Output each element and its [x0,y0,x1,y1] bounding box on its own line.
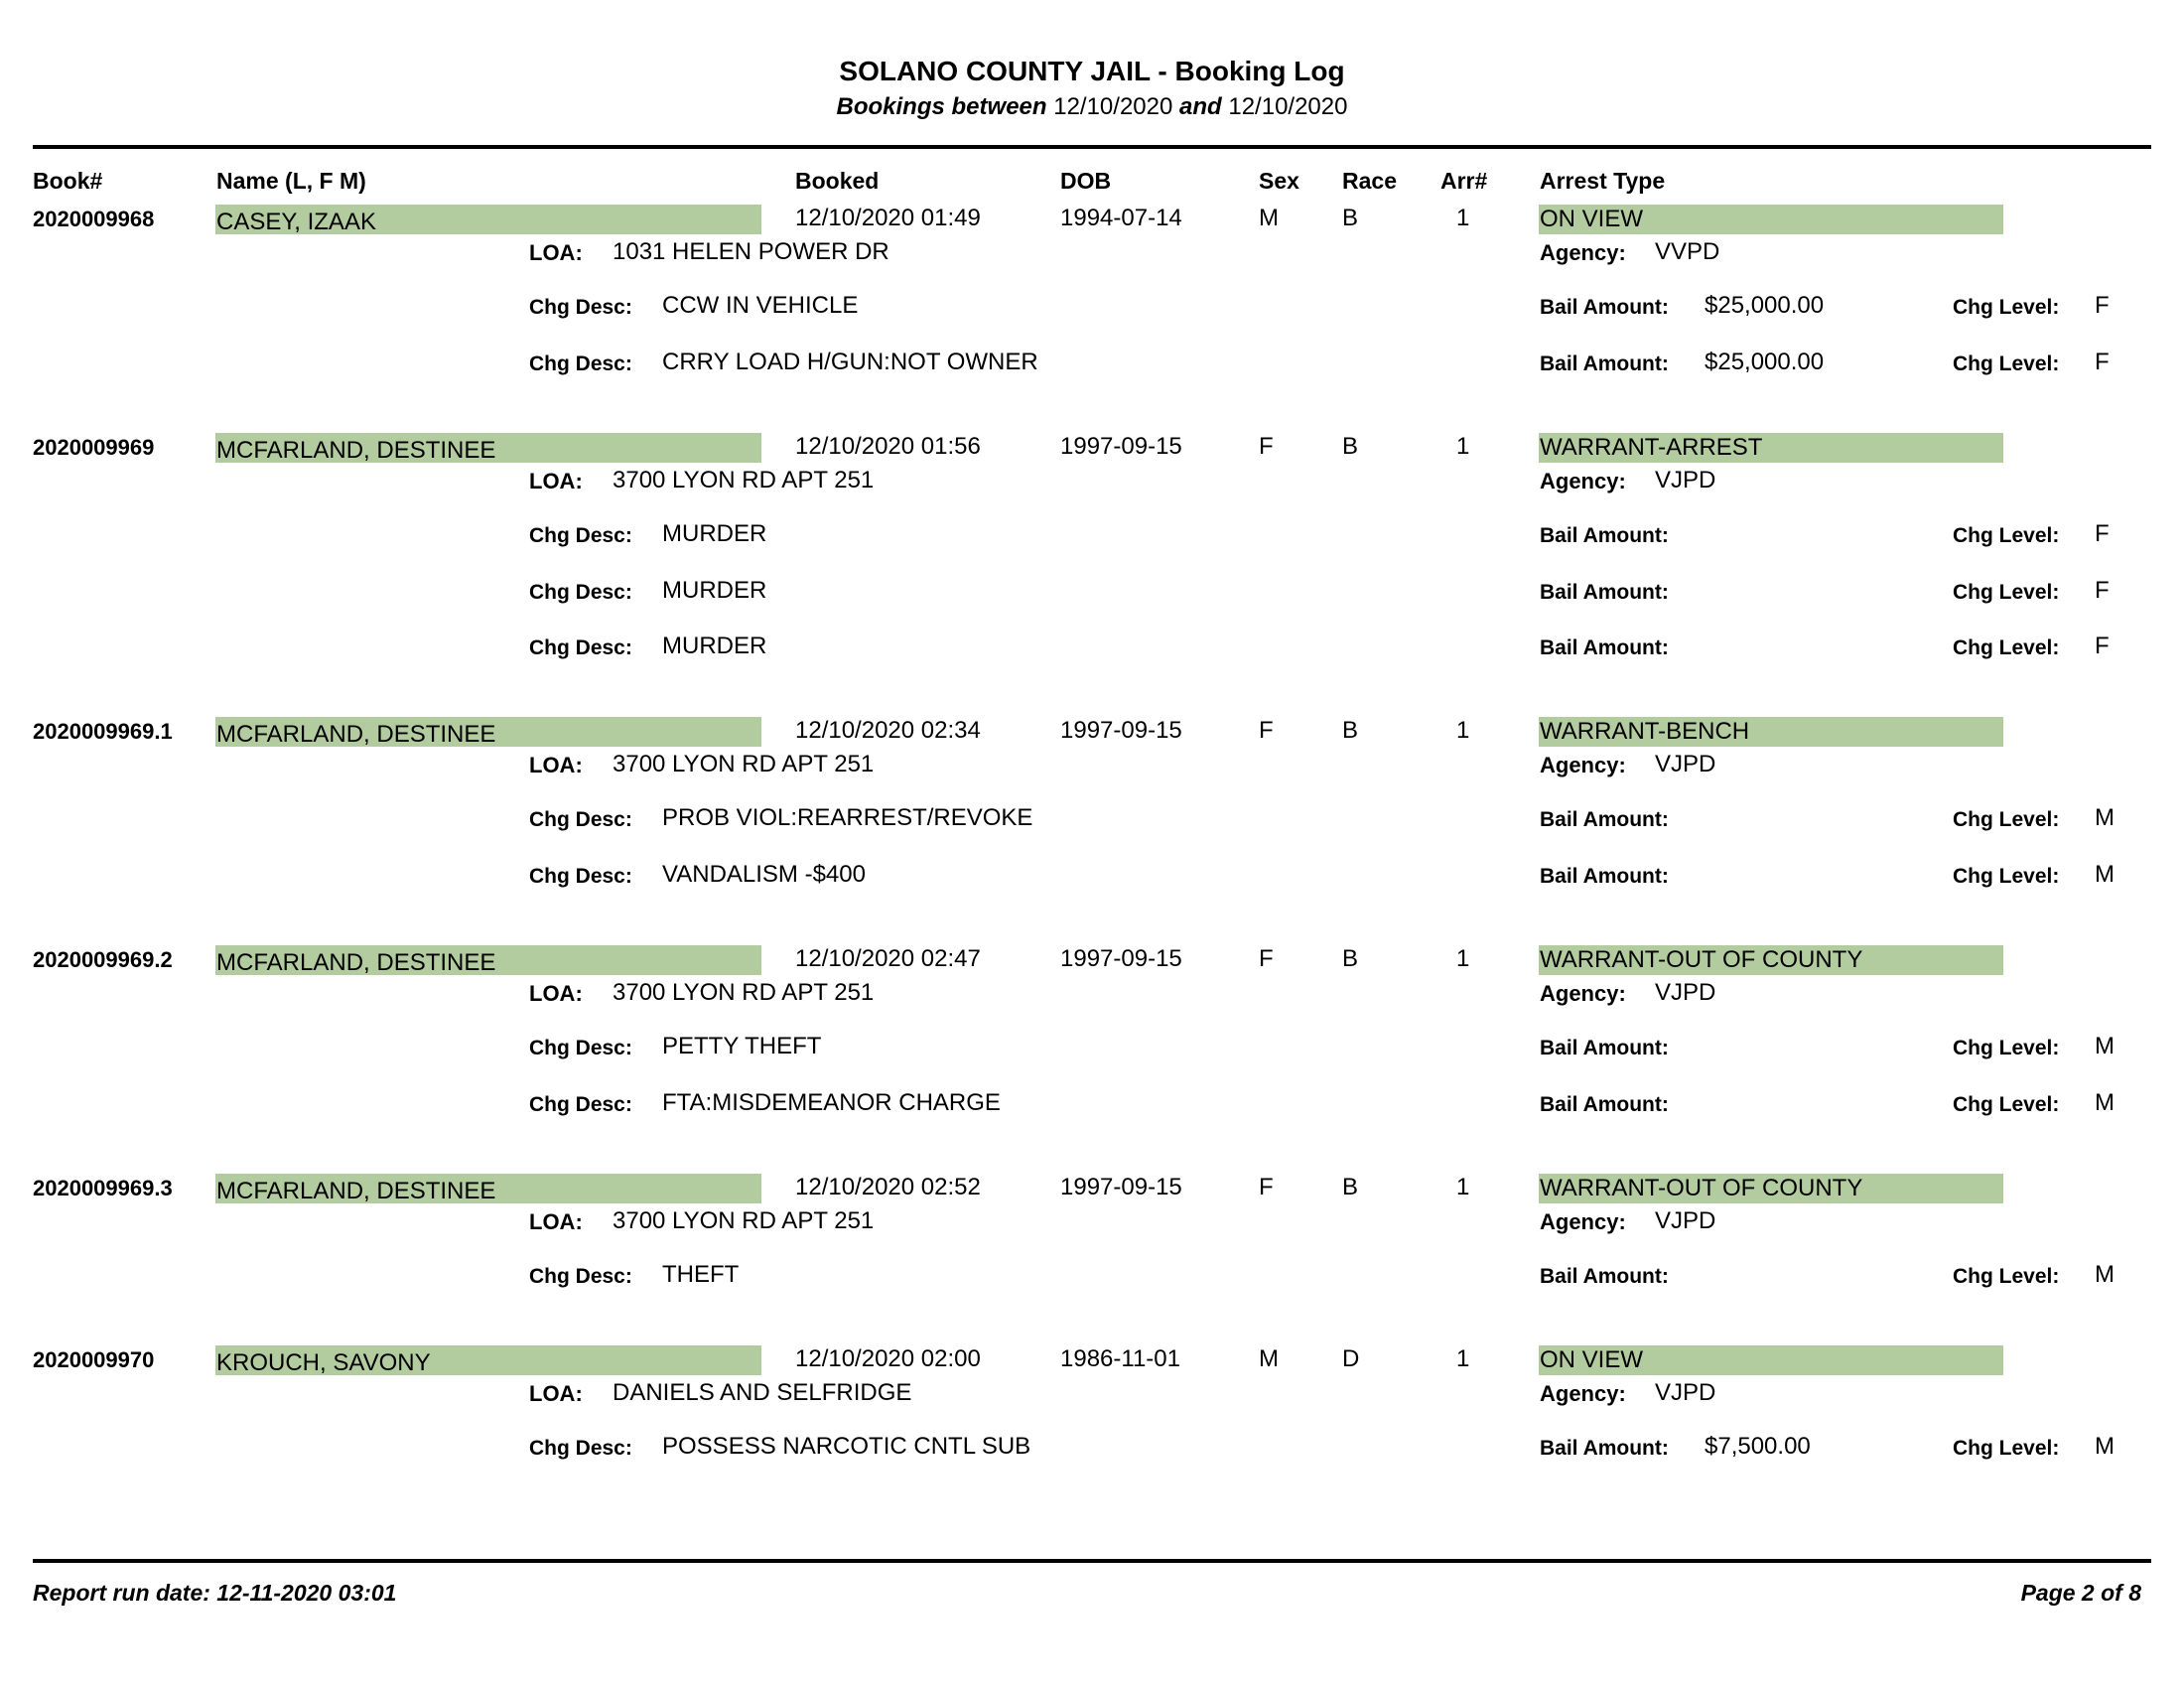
date-of-birth: 1986-11-01 [1060,1345,1180,1372]
agency-label: Agency: [1540,1381,1626,1406]
charge-desc-label: Chg Desc: [529,1037,632,1059]
charge-desc-label: Chg Desc: [529,580,632,604]
sex: F [1259,433,1274,460]
charge-level: F [2095,292,2110,319]
charge-desc-label: Chg Desc: [529,296,632,319]
bail-amount: $7,500.00 [1705,1433,1811,1460]
charge-desc-label: Chg Desc: [529,636,632,659]
loa-address: 3700 LYON RD APT 251 [613,751,875,777]
charge-level: F [2095,633,2110,659]
agency-label: Agency: [1540,1209,1626,1234]
date-of-birth: 1994-07-14 [1060,205,1182,231]
column-header-booked: Booked [795,168,880,194]
column-header-race: Race [1342,168,1397,194]
loa-address: 3700 LYON RD APT 251 [613,467,875,493]
agency: VJPD [1655,979,1716,1006]
charge-level-label: Chg Level: [1953,1037,2060,1059]
bail-amount-label: Bail Amount: [1540,524,1669,547]
arrest-count: 1 [1456,945,1470,972]
charge-row [0,349,2184,388]
date-of-birth: 1997-09-15 [1060,1174,1182,1200]
report-run-date: Report run date: 12-11-2020 03:01 [33,1580,397,1606]
agency-label: Agency: [1540,753,1626,777]
charge-level-label: Chg Level: [1953,524,2060,547]
column-header-name: Name (L, F M) [216,168,366,194]
report-subtitle [0,93,2184,121]
charge-row [0,1261,2184,1301]
charge-description: FTA:MISDEMEANOR CHARGE [662,1088,1001,1116]
charge-description: PETTY THEFT [662,1033,822,1059]
start-date: 12/10/2020 [1053,93,1173,120]
loa-label: LOA: [529,1381,583,1406]
sex: M [1259,205,1279,231]
loa-label: LOA: [529,240,583,265]
booked-datetime: 12/10/2020 02:34 [795,717,981,744]
loa-label: LOA: [529,1209,583,1234]
agency-label: Agency: [1540,981,1626,1006]
arrest-count: 1 [1456,1345,1470,1372]
charge-row [0,804,2184,844]
arrest-count: 1 [1456,717,1470,744]
agency: VJPD [1655,1207,1716,1234]
agency-label: Agency: [1540,240,1626,265]
charge-desc-label: Chg Desc: [529,808,632,831]
sex: F [1259,945,1274,972]
charge-desc-label: Chg Desc: [529,1265,632,1288]
charge-level-label: Chg Level: [1953,808,2060,831]
charge-description: THEFT [662,1261,740,1288]
charge-level-label: Chg Level: [1953,296,2060,319]
bail-amount-label: Bail Amount: [1540,808,1669,831]
date-of-birth: 1997-09-15 [1060,717,1182,744]
charge-level: M [2095,804,2115,831]
race: B [1342,1174,1359,1200]
inmate-name: KROUCH, SAVONY [216,1349,431,1376]
charge-description: CCW IN VEHICLE [662,292,859,319]
charge-level: M [2095,1033,2115,1059]
arrest-type: WARRANT-OUT OF COUNTY [1540,946,1863,973]
loa-label: LOA: [529,753,583,777]
subtitle-prefix: Bookings between [836,93,1047,120]
arrest-count: 1 [1456,433,1470,460]
inmate-name: MCFARLAND, DESTINEE [216,949,496,976]
bail-amount-label: Bail Amount: [1540,1265,1669,1288]
booked-datetime: 12/10/2020 01:49 [795,205,981,231]
inmate-name: CASEY, IZAAK [216,209,376,235]
arrest-count: 1 [1456,1174,1470,1200]
charge-description: MURDER [662,633,767,659]
charge-level-label: Chg Level: [1953,1092,2060,1116]
loa-address: DANIELS AND SELFRIDGE [613,1379,912,1406]
charge-level: F [2095,348,2110,375]
agency: VJPD [1655,751,1716,777]
charge-level: M [2095,860,2115,888]
loa-label: LOA: [529,469,583,493]
charge-description: POSSESS NARCOTIC CNTL SUB [662,1433,1031,1460]
book-number: 2020009969.1 [33,719,173,744]
column-header-arrest-type: Arrest Type [1540,168,1666,194]
arrest-count: 1 [1456,205,1470,231]
book-number: 2020009970 [33,1347,155,1372]
column-header-book: Book# [33,168,103,194]
report-title: SOLANO COUNTY JAIL - Booking Log [839,56,1345,86]
agency: VVPD [1655,238,1720,265]
agency: VJPD [1655,1379,1716,1406]
charge-row [0,861,2184,901]
charge-description: PROB VIOL:REARREST/REVOKE [662,804,1033,831]
date-of-birth: 1997-09-15 [1060,945,1182,972]
loa-address: 3700 LYON RD APT 251 [613,979,875,1006]
book-number: 2020009969.3 [33,1176,173,1200]
charge-row [0,520,2184,560]
book-number: 2020009969 [33,435,155,460]
bail-amount-label: Bail Amount: [1540,864,1669,888]
race: B [1342,433,1359,460]
bail-amount-label: Bail Amount: [1540,296,1669,319]
sex: F [1259,1174,1274,1200]
booked-datetime: 12/10/2020 01:56 [795,433,981,460]
race: B [1342,945,1359,972]
charge-description: VANDALISM -$400 [662,860,866,888]
agency: VJPD [1655,467,1716,493]
arrest-type: ON VIEW [1540,206,1644,232]
charge-row [0,1433,2184,1473]
charge-description: MURDER [662,520,767,547]
date-of-birth: 1997-09-15 [1060,433,1182,460]
bail-amount-label: Bail Amount: [1540,580,1669,604]
inmate-name: MCFARLAND, DESTINEE [216,721,496,748]
footer-rule [33,1559,2151,1563]
charge-level-label: Chg Level: [1953,1265,2060,1288]
charge-description: CRRY LOAD H/GUN:NOT OWNER [662,348,1038,375]
column-header-sex: Sex [1259,168,1299,194]
charge-row [0,1033,2184,1072]
charge-level: F [2095,576,2110,604]
charge-level-label: Chg Level: [1953,580,2060,604]
loa-address: 1031 HELEN POWER DR [613,238,889,265]
bail-amount-label: Bail Amount: [1540,636,1669,659]
book-number: 2020009969.2 [33,947,173,972]
agency-label: Agency: [1540,469,1626,493]
end-date: 12/10/2020 [1228,93,1348,120]
bail-amount: $25,000.00 [1705,348,1825,375]
column-header-arr: Arr# [1440,168,1488,194]
charge-desc-label: Chg Desc: [529,1092,632,1116]
charge-desc-label: Chg Desc: [529,524,632,547]
charge-level-label: Chg Level: [1953,352,2060,375]
loa-label: LOA: [529,981,583,1006]
charge-level: M [2095,1261,2115,1288]
bail-amount-label: Bail Amount: [1540,1037,1669,1059]
charge-row [0,1089,2184,1129]
charge-description: MURDER [662,576,767,604]
charge-level: F [2095,520,2110,547]
booked-datetime: 12/10/2020 02:47 [795,945,981,972]
charge-row [0,633,2184,672]
bail-amount: $25,000.00 [1705,292,1825,319]
inmate-name: MCFARLAND, DESTINEE [216,437,496,464]
inmate-name: MCFARLAND, DESTINEE [216,1178,496,1204]
arrest-type: ON VIEW [1540,1346,1644,1373]
race: D [1342,1345,1360,1372]
charge-level: M [2095,1433,2115,1460]
bail-amount-label: Bail Amount: [1540,1092,1669,1116]
charge-level-label: Chg Level: [1953,864,2060,888]
arrest-type: WARRANT-BENCH [1540,718,1750,745]
arrest-type: WARRANT-ARREST [1540,434,1763,461]
bail-amount-label: Bail Amount: [1540,352,1669,375]
header-rule [33,145,2151,149]
booked-datetime: 12/10/2020 02:00 [795,1345,981,1372]
race: B [1342,717,1359,744]
charge-desc-label: Chg Desc: [529,864,632,888]
sex: F [1259,717,1274,744]
charge-level-label: Chg Level: [1953,1437,2060,1460]
loa-address: 3700 LYON RD APT 251 [613,1207,875,1234]
bail-amount-label: Bail Amount: [1540,1437,1669,1460]
charge-desc-label: Chg Desc: [529,352,632,375]
charge-row [0,577,2184,617]
charge-desc-label: Chg Desc: [529,1437,632,1460]
booked-datetime: 12/10/2020 02:52 [795,1174,981,1200]
column-header-dob: DOB [1060,168,1112,194]
page-number: Page 2 of 8 [2020,1580,2141,1606]
charge-level-label: Chg Level: [1953,636,2060,659]
race: B [1342,205,1359,231]
charge-row [0,292,2184,332]
subtitle-and: and [1179,93,1222,120]
sex: M [1259,1345,1279,1372]
charge-level: M [2095,1088,2115,1116]
book-number: 2020009968 [33,207,155,231]
arrest-type: WARRANT-OUT OF COUNTY [1540,1175,1863,1201]
